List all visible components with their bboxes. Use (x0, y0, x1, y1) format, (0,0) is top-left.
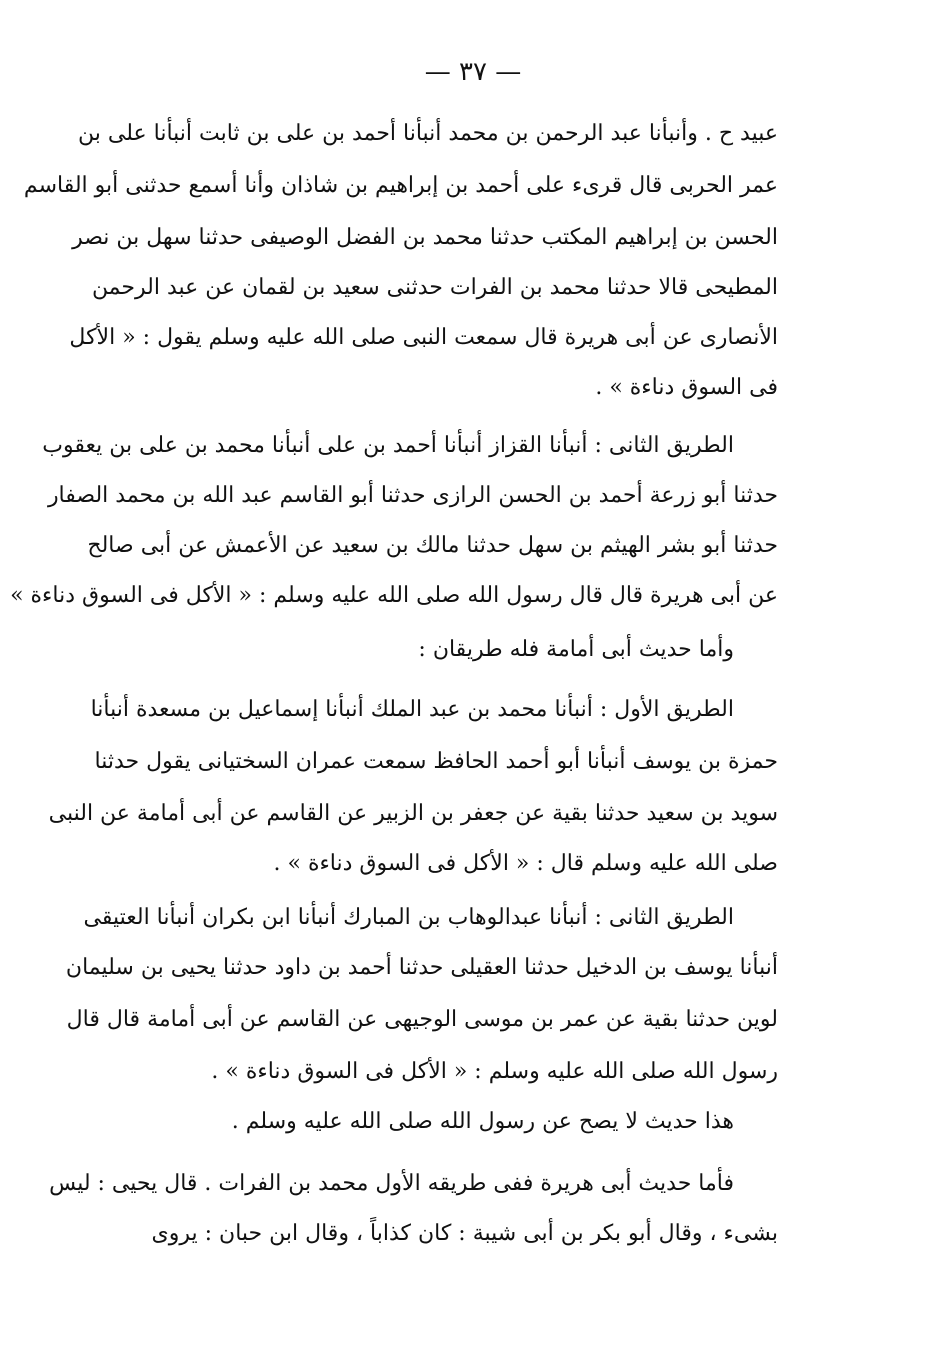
text-line: حدثنا أبو زرعة أحمد بن الحسن الرازى حدثنا أبو القاسم عبد الله بن محمد الصفار (47, 483, 778, 508)
text-line: عن أبى هريرة قال قال رسول الله صلى الله عليه وسلم : « الأكل فى السوق دناءة » (10, 583, 778, 608)
page-number: — ٣٧ — (424, 57, 522, 87)
text-line: هذا حديث لا يصح عن رسول الله صلى الله عليه وسلم . (231, 1109, 734, 1134)
text-line: رسول الله صلى الله عليه وسلم : « الأكل فى السوق دناءة » . (211, 1059, 778, 1084)
text-line: الأنصارى عن أبى هريرة قال سمعت النبى صلى الله عليه وسلم يقول : « الأكل (69, 325, 778, 350)
text-line: لوين حدثنا بقية عن عمر بن موسى الوجيهى عن القاسم عن أبى أمامة قال قال (66, 1007, 778, 1032)
text-line: سويد بن سعيد حدثنا بقية عن جعفر بن الزبير عن القاسم عن أبى أمامة عن النبى (48, 801, 778, 826)
text-line: أنبأنا يوسف بن الدخيل حدثنا العقيلى حدثنا أحمد بن داود حدثنا يحيى بن سليمان (65, 955, 778, 980)
text-line: صلى الله عليه وسلم قال : « الأكل فى السوق دناءة » . (273, 851, 778, 876)
text-line: فى السوق دناءة » . (595, 375, 778, 400)
text-line: الطريق الثانى : أنبأنا القزاز أنبأنا أحمد بن على أنبأنا محمد بن على بن يعقوب (42, 433, 734, 458)
text-line: عبيد ح . وأنبأنا عبد الرحمن بن محمد أنبأنا أحمد بن على بن ثابت أنبأنا على بن (78, 121, 778, 146)
text-line: الطريق الثانى : أنبأنا عبدالوهاب بن المبارك أنبأنا ابن بكران أنبأنا العتيقى (83, 905, 734, 930)
text-line: الحسن بن إبراهيم المكتب حدثنا محمد بن الفضل الوصيفى حدثنا سهل بن نصر (72, 225, 778, 250)
text-line: فأما حديث أبى هريرة ففى طريقه الأول محمد بن الفرات . قال يحيى : ليس (49, 1171, 734, 1196)
text-line: حمزة بن يوسف أنبأنا أبو أحمد الحافظ سمعت عمران السختيانى يقول حدثنا (94, 749, 778, 774)
text-line: المطيحى قالا حدثنا محمد بن الفرات حدثنى سعيد بن لقمان عن عبد الرحمن (91, 275, 778, 300)
text-line: بشىء ، وقال أبو بكر بن أبى شيبة : كان كذاباً ، وقال ابن حبان : يروى (151, 1221, 778, 1246)
text-line: الطريق الأول : أنبأنا محمد بن عبد الملك أنبأنا إسماعيل بن مسعدة أنبأنا (90, 697, 734, 722)
text-line: وأما حديث أبى أمامة فله طريقان : (418, 637, 734, 662)
text-line: حدثنا أبو بشر الهيثم بن سهل حدثنا مالك بن سعيد عن الأعمش عن أبى صالح (87, 533, 778, 558)
text-line: عمر الحربى قال قرىء على أحمد بن إبراهيم بن شاذان وأنا أسمع حدثنى أبو القاسم (23, 173, 778, 198)
